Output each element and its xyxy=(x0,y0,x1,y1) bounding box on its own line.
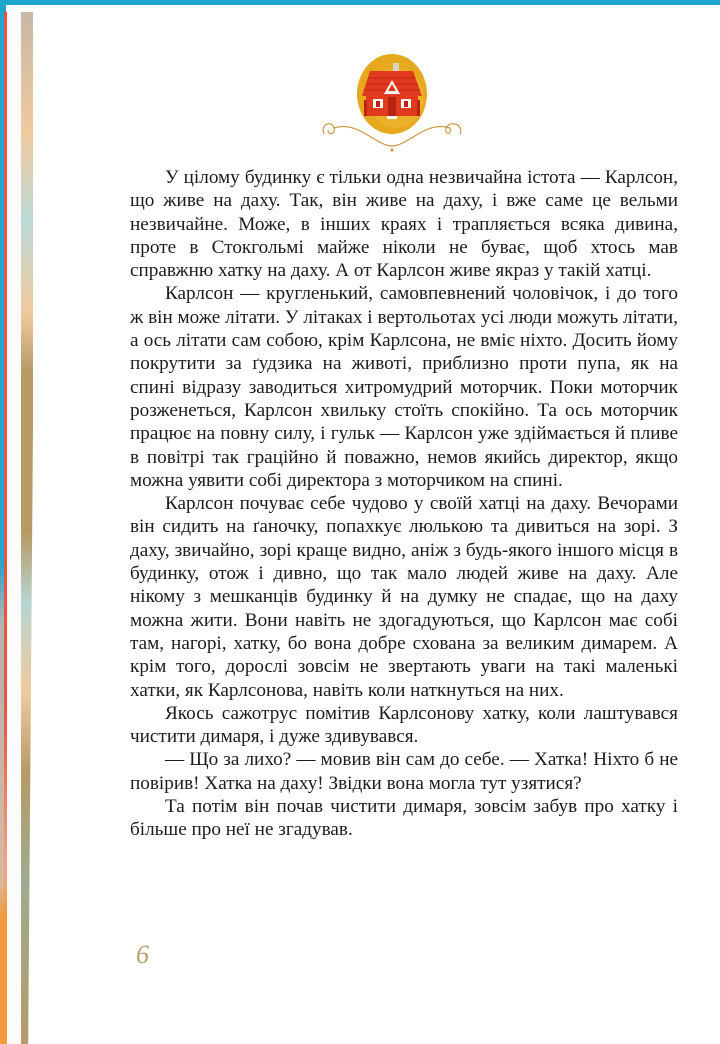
paragraph: Карлсон — кругленький, самовпевнений чоловічок, і до того ж він може літати. У літаках і вертольотах усі люди можуть літати, а ось літати сам собою, крім Карлсона, не вміє ніхто. Досить йому покрутити за ґудзика на животі, приблизно проти пупа, як на спині відразу заводиться хитромудрий моторчик. Поки моторчик розженеться, Карлсон хвильку стоїть спокійно. Та ось моторчик працює на повну силу, і гульк — Карлсон уже здіймається й пливе в повітрі так граційно й поважно, немов якийсь директор, якщо можна уявити собі директора з моторчиком на спині. xyxy=(130,283,678,491)
paragraph: Якось сажотрус помітив Карлсонову хатку, коли лаштувався чистити димаря, і дуже здивувався. xyxy=(130,702,678,748)
paragraph: Та потім він почав чистити димаря, зовсім забув про хатку і більше про неї не згадував. xyxy=(130,796,678,841)
story-text xyxy=(130,166,678,842)
book-cover-top-edge xyxy=(0,0,720,5)
page-gap xyxy=(7,12,21,1044)
adjacent-page-edge xyxy=(21,12,33,1044)
paragraph: Карлсон почуває себе чудово у своїй хатці на даху. Вечорами він сидить на ґаночку, попахкує люлькою та дивиться на зорі. З даху, звичайно, зорі краще видно, аніж з будь-якого іншого місця в будинку, отож і дивно, що так мало людей живе на даху. Але нікому з мешканців будинку й на думку не спадає, що на даху можна жити. Вони навіть не здогадуються, що Карлсон має собі там, нагорі, хатку, бо вона добре схована за великим димарем. А крім того, дорослі зовсім не звертають уваги на такі маленькі хатки, як Карлсонова, навіть коли наткнуться на них. xyxy=(130,493,678,701)
house-vignette-icon xyxy=(318,50,466,154)
page-number: 6 xyxy=(136,940,149,969)
paragraph: У цілому будинку є тільки одна незвичайна істота — Карлсон, що живе на даху. Так, він живе на даху, і вже саме це вельми незвичайне. Може, в інших краях і трапляється всяка дивина, проте в Стокгольмі майже ніколи не буває, щоб хтось мав справжню хатку на даху. А от Карлсон живе якраз у такій хатці. xyxy=(130,167,678,282)
paragraph: — Що за лихо? — мовив він сам до себе. — Хатка! Ніхто б не повірив! Хатка на даху! Звідки вона могла тут узятися? xyxy=(130,749,678,794)
